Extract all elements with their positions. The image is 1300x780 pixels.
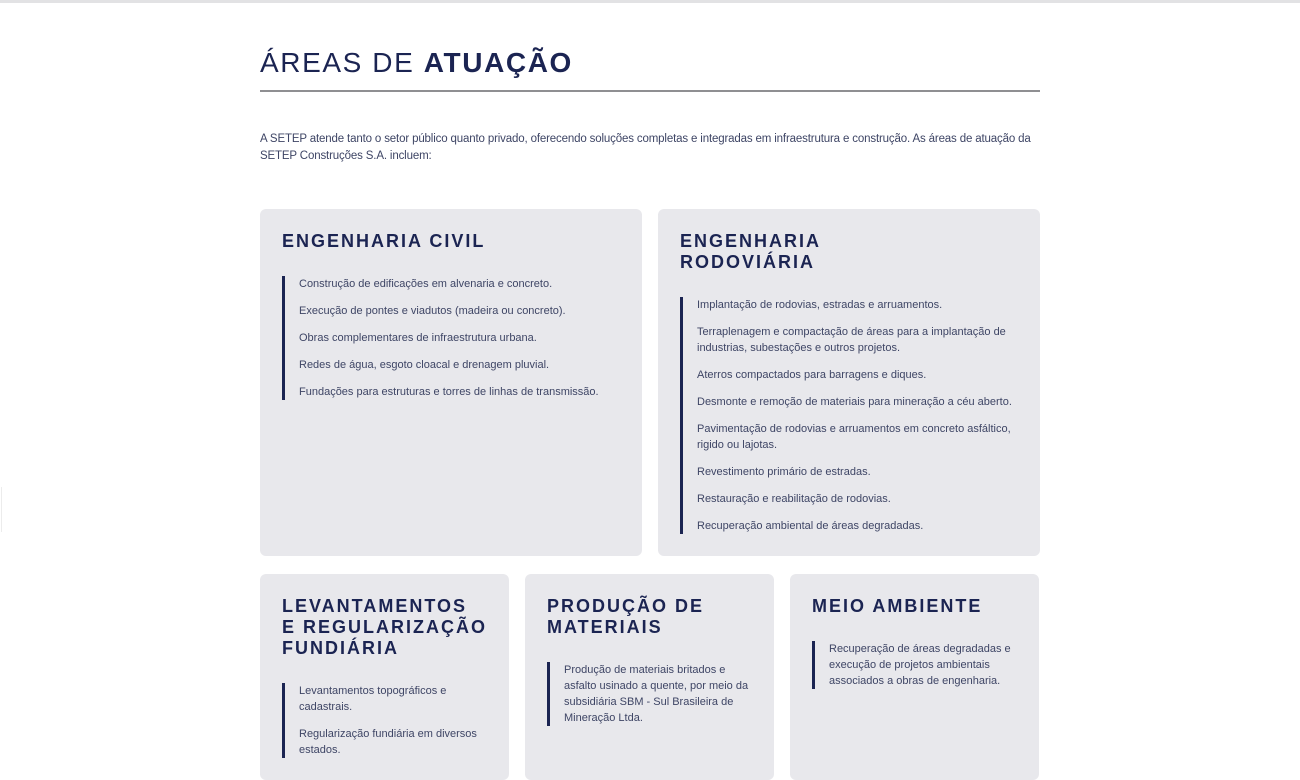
card-item-list — [547, 662, 752, 726]
page-title-bold: ATUAÇÃO — [423, 47, 573, 78]
title-underline-rule — [260, 90, 1040, 92]
card-title: PRODUÇÃO DE MATERIAIS — [547, 596, 705, 638]
card-title: LEVANTAMENTOS E REGULARIZAÇÃO FUNDIÁRIA — [282, 596, 487, 659]
cards-row-bottom — [260, 574, 1040, 780]
list-item: Revestimento primário de estradas. — [697, 466, 871, 479]
list-item: Execução de pontes e viadutos (madeira ou concreto). — [299, 305, 566, 318]
list-item: Regularização fundiária em diversos estados. — [299, 728, 477, 757]
list-item: Pavimentação de rodovias e arruamentos em concreto asfáltico, rigido ou lajotas. — [697, 423, 1011, 452]
list-item: Restauração e reabilitação de rodovias. — [697, 493, 891, 506]
list-item: Recuperação de áreas degradadas e execução de projetos ambientais associados a obras de engenharia. — [829, 643, 1011, 688]
list-item: Recuperação ambiental de áreas degradadas. — [697, 520, 924, 533]
card-title: ENGENHARIA RODOVIÁRIA — [680, 231, 821, 273]
card-engenharia-rodoviaria — [658, 209, 1040, 556]
list-item: Levantamentos topográficos e cadastrais. — [299, 685, 447, 714]
page-edge-line — [1, 487, 2, 532]
card-item-list — [680, 297, 1014, 534]
areas-de-atuacao-section — [260, 0, 1040, 780]
list-item: Desmonte e remoção de materiais para mineração a céu aberto. — [697, 396, 1012, 409]
card-item-list — [282, 276, 616, 400]
list-item: Redes de água, esgoto cloacal e drenagem pluvial. — [299, 359, 550, 372]
card-title: MEIO AMBIENTE — [812, 596, 983, 617]
list-item: Terraplenagem e compactação de áreas para a implantação de industrias, subestações e outros projetos. — [697, 326, 1006, 355]
card-meio-ambiente — [790, 574, 1039, 780]
card-levantamentos-regularizacao-fundiaria — [260, 574, 509, 780]
cards-row-top — [260, 209, 1040, 556]
card-item-list — [282, 683, 487, 758]
list-item: Obras complementares de infraestrutura urbana. — [299, 332, 537, 345]
list-item: Construção de edificações em alvenaria e concreto. — [299, 278, 553, 291]
list-item: Implantação de rodovias, estradas e arruamentos. — [697, 299, 943, 312]
card-producao-de-materiais — [525, 574, 774, 780]
intro-paragraph: A SETEP atende tanto o setor público quanto privado, oferecendo soluções completas e integradas em infraestrutura e construção. As áreas de atuação da SETEP Construções S.A. incluem: — [260, 133, 1031, 163]
list-item: Fundações para estruturas e torres de linhas de transmissão. — [299, 386, 599, 399]
card-item-list — [812, 641, 1017, 689]
page-title — [260, 47, 1040, 79]
list-item: Aterros compactados para barragens e diques. — [697, 369, 927, 382]
list-item: Produção de materiais britados e asfalto usinado a quente, por meio da subsidiária SBM - Sul Brasileira de Mineração Ltda. — [564, 664, 749, 725]
page-title-regular: ÁREAS DE — [260, 47, 415, 78]
card-engenharia-civil — [260, 209, 642, 556]
card-title: ENGENHARIA CIVIL — [282, 231, 486, 252]
